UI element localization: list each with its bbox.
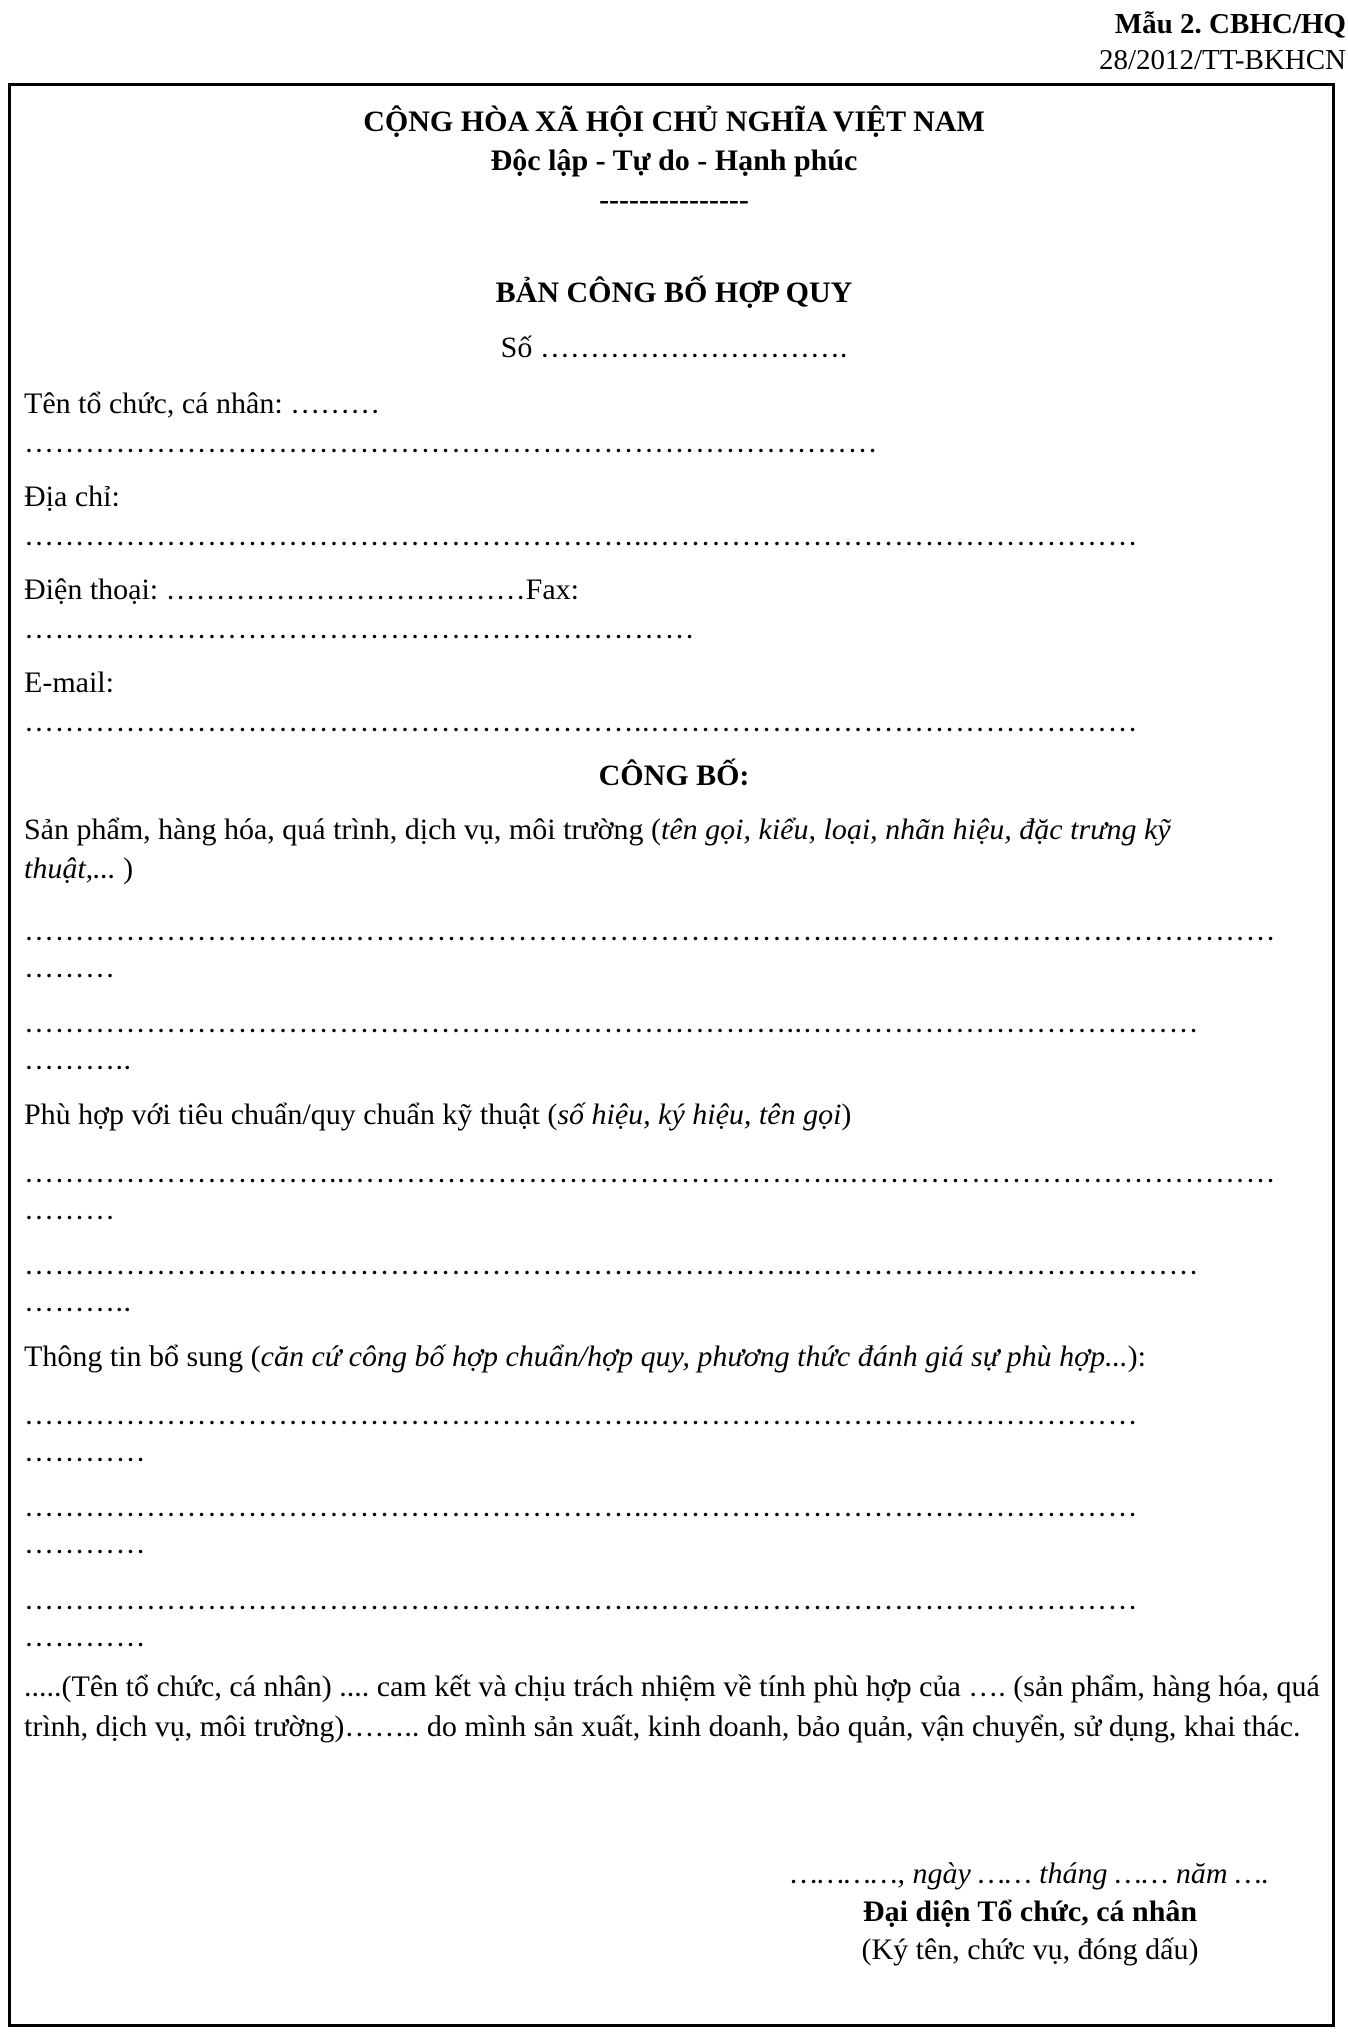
standard-label: Phù hợp với tiêu chuẩn/quy chuẩn kỹ thuật ( bbox=[24, 1098, 558, 1131]
form-code-circular: 28/2012/TT-BKHCN bbox=[1098, 44, 1346, 76]
nation-header: CỘNG HÒA XÃ HỘI CHỦ NGHĨA VIỆT NAM bbox=[363, 105, 985, 138]
document-number: Số …………………………. bbox=[500, 331, 848, 364]
email-fill: ……………………………………………………..………………………………………… bbox=[24, 705, 1138, 738]
product-hint-2: thuật,... bbox=[24, 852, 116, 885]
extra-fill-3b: ………… bbox=[24, 1620, 146, 1653]
standard-label-line bbox=[24, 1097, 851, 1133]
phone-fax-label: Điện thoại: ………………………………Fax: bbox=[24, 573, 579, 606]
signature-block bbox=[760, 1855, 1300, 1969]
motto: Độc lập - Tự do - Hạnh phúc bbox=[490, 144, 858, 177]
org-name-label: Tên tổ chức, cá nhân: ……… bbox=[24, 387, 381, 420]
form-code-title: Mẫu 2. CBHC/HQ bbox=[1114, 8, 1346, 40]
product-label: Sản phẩm, hàng hóa, quá trình, dịch vụ, môi trường ( bbox=[24, 813, 662, 846]
extra-label-line bbox=[24, 1339, 1146, 1375]
product-fill-1a: …………………………..…………………………………………..…………………………………… bbox=[24, 914, 1276, 947]
extra-label: Thông tin bổ sung ( bbox=[24, 1340, 261, 1373]
org-name-fill: ………………………………………………………………………… bbox=[24, 426, 878, 459]
product-close: ) bbox=[115, 852, 134, 885]
header-separator: --------------- bbox=[599, 183, 749, 216]
extra-fill-1a: ……………………………………………………..………………………………………… bbox=[24, 1398, 1138, 1431]
address-fill: ……………………………………………………..………………………………………… bbox=[24, 519, 1138, 552]
extra-fill-1b: ………… bbox=[24, 1435, 146, 1468]
extra-close: ): bbox=[1127, 1340, 1146, 1373]
product-fill-2a: …………………………………………………………………..………………………………… bbox=[24, 1006, 1199, 1039]
signature-date-line: …………, ngày …… tháng …… năm …. bbox=[790, 1857, 1270, 1890]
standard-fill-1b: ……… bbox=[24, 1193, 116, 1226]
extra-fill-3a: ……………………………………………………..………………………………………… bbox=[24, 1583, 1138, 1616]
extra-fill-2b: ………… bbox=[24, 1527, 146, 1560]
standard-fill-2b: ……….. bbox=[24, 1285, 132, 1318]
signature-representative: Đại diện Tổ chức, cá nhân bbox=[862, 1895, 1198, 1928]
product-label-line bbox=[24, 812, 1171, 848]
signature-instruction: (Ký tên, chức vụ, đóng dấu) bbox=[861, 1933, 1199, 1966]
phone-fill: ………………………………………………………… bbox=[24, 612, 695, 645]
standard-hint: số hiệu, ký hiệu, tên gọi bbox=[557, 1098, 842, 1131]
address-label: Địa chỉ: bbox=[24, 480, 120, 513]
product-label-line-2 bbox=[24, 851, 133, 887]
form-code bbox=[1099, 6, 1346, 78]
product-fill-1b: ……… bbox=[24, 951, 116, 984]
standard-fill-2a: …………………………………………………………………..………………………………… bbox=[24, 1248, 1199, 1281]
declaration-heading: CÔNG BỐ: bbox=[598, 759, 750, 792]
product-fill-2b: ……….. bbox=[24, 1043, 132, 1076]
standard-close: ) bbox=[841, 1098, 852, 1131]
email-label: E-mail: bbox=[24, 666, 114, 699]
standard-fill-1a: …………………………..…………………………………………..…………………………………… bbox=[24, 1156, 1276, 1189]
document-title: BẢN CÔNG BỐ HỢP QUY bbox=[495, 276, 853, 309]
extra-fill-2a: ……………………………………………………..………………………………………… bbox=[24, 1490, 1138, 1523]
commitment-text: .....(Tên tổ chức, cá nhân) .... cam kết và chịu trách nhiệm về tính phù hợp của …. (sản phẩm, hàng hóa, quá trình, dịch vụ, môi trường)…….. do mình sản xuất, kinh doanh, bảo quản, vận chuyển, sử dụng, khai thác. bbox=[24, 1670, 1320, 1743]
product-hint: tên gọi, kiểu, loại, nhãn hiệu, đặc trưng kỹ bbox=[661, 813, 1171, 846]
extra-hint: căn cứ công bố hợp chuẩn/hợp quy, phương thức đánh giá sự phù hợp... bbox=[260, 1340, 1128, 1373]
